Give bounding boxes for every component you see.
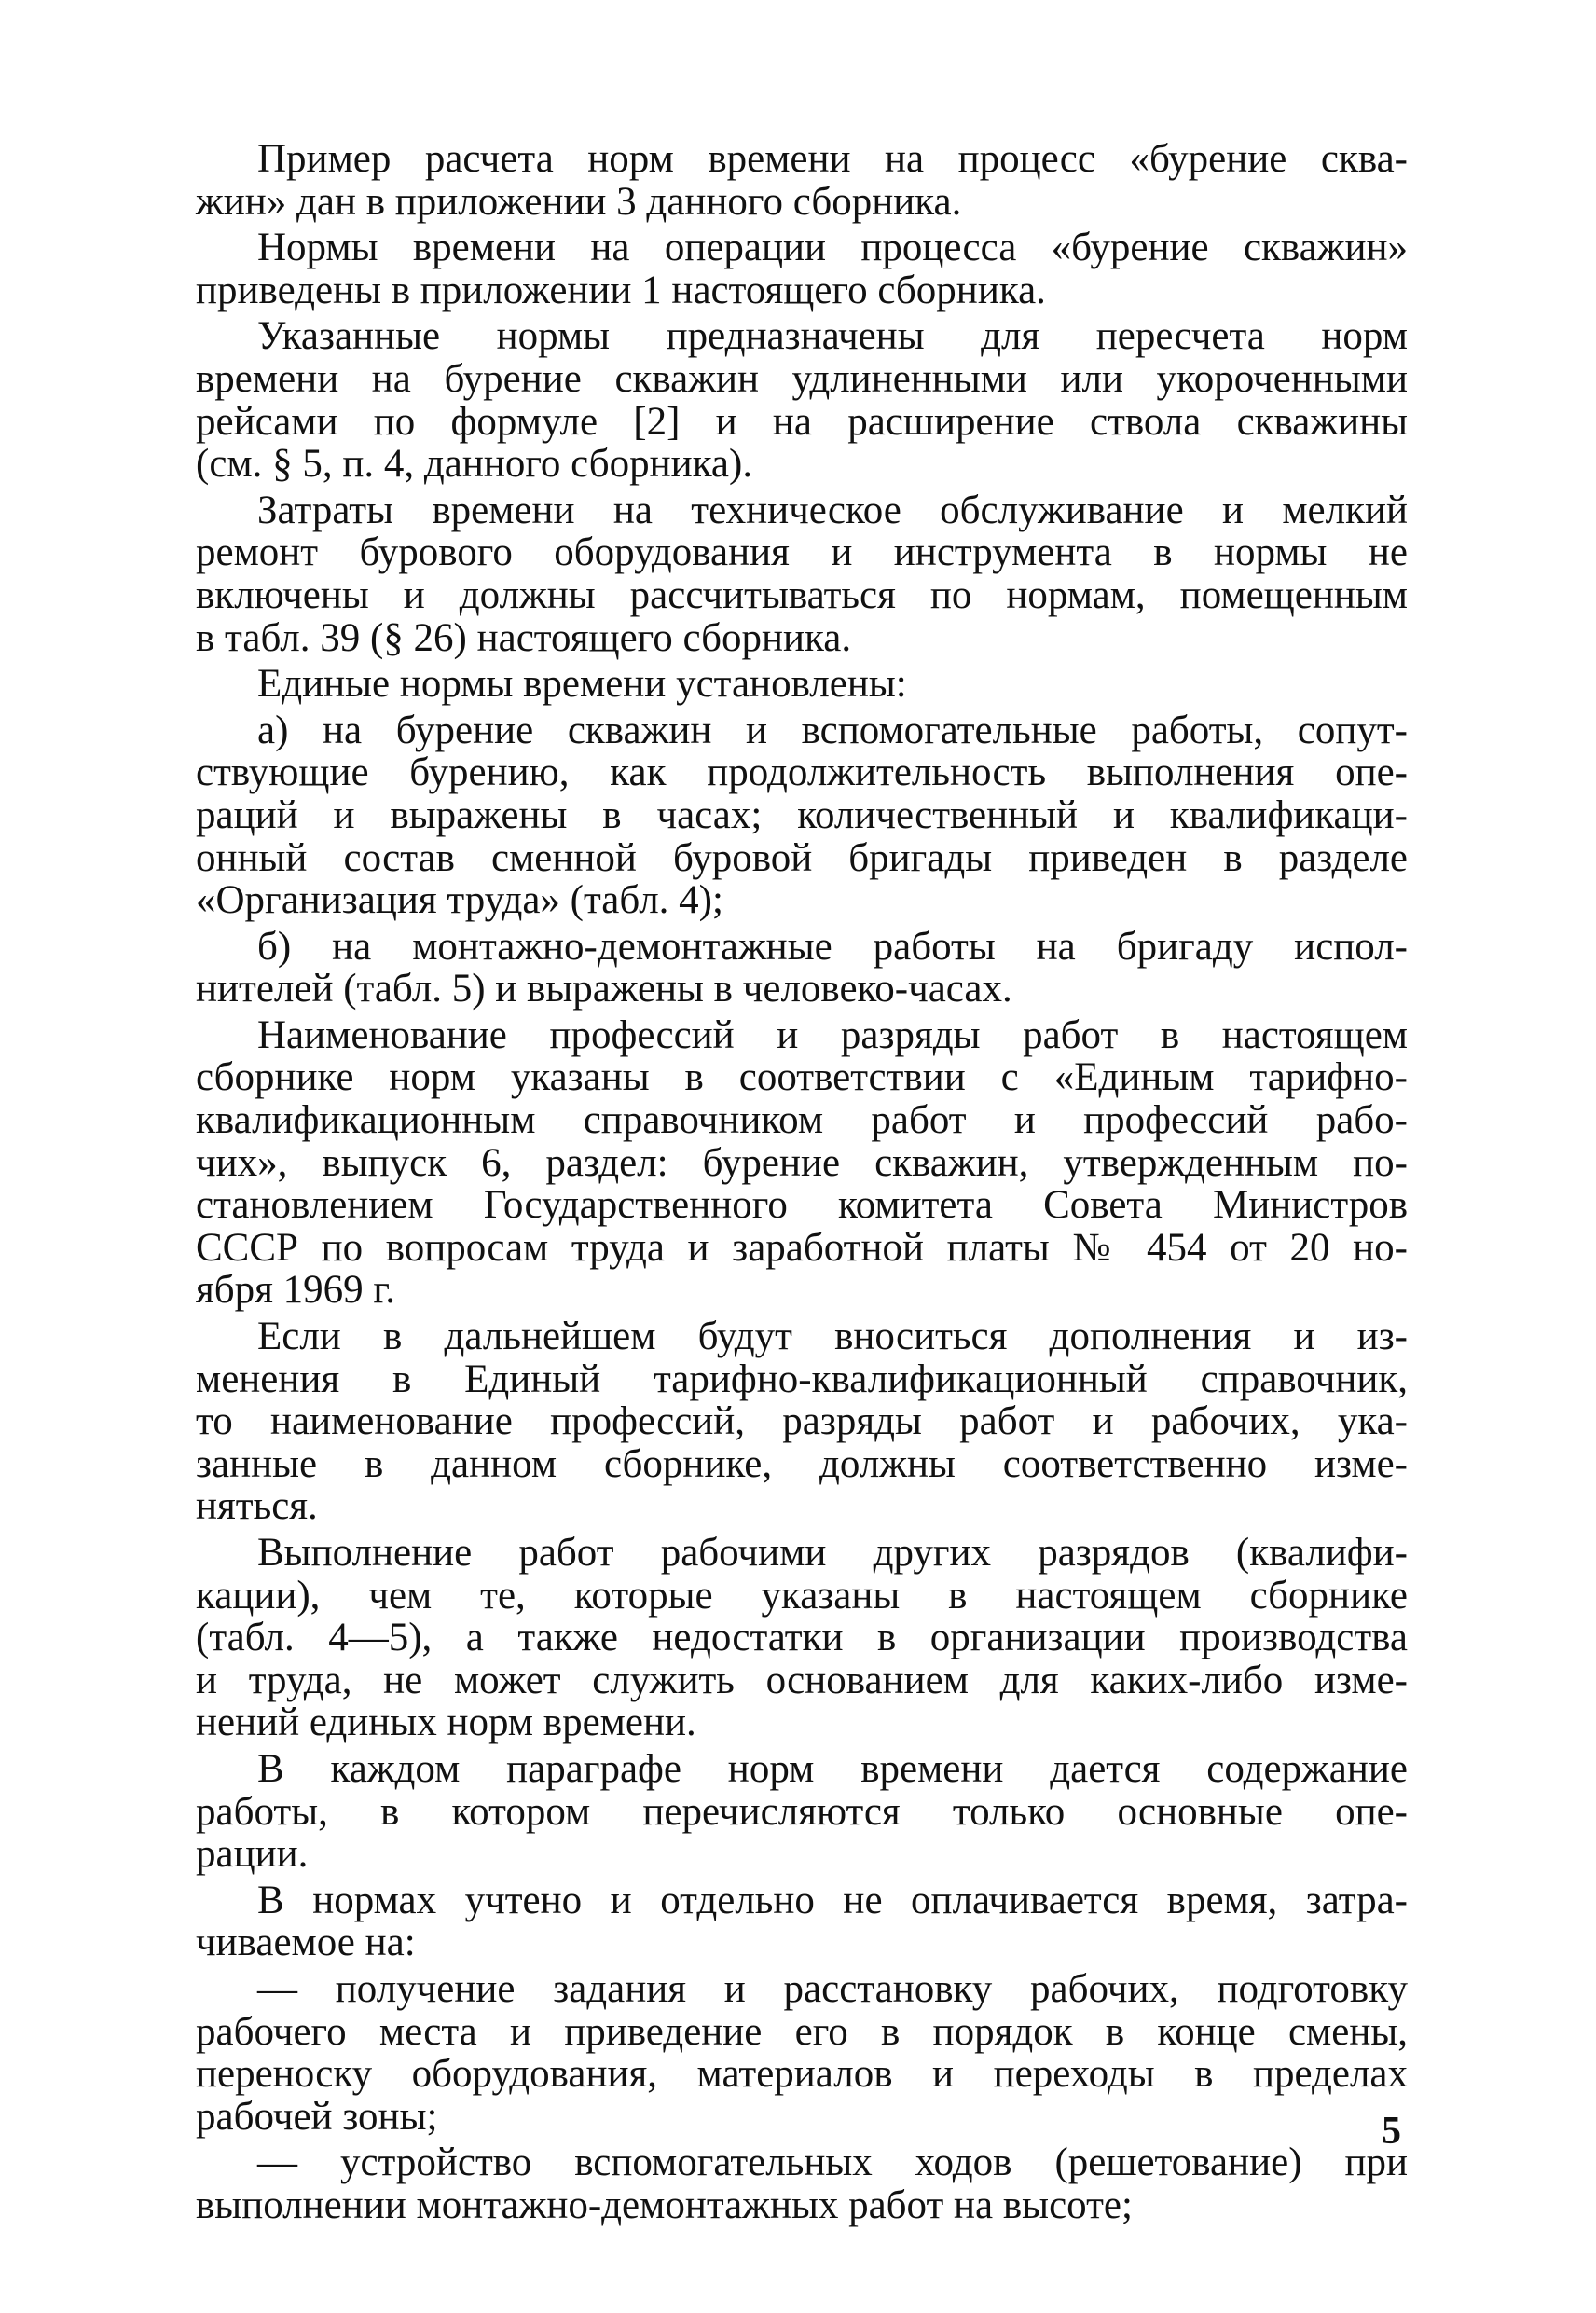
text-line: переноску оборудования, материалов и переходы в пределах xyxy=(196,2052,1408,2097)
text-line: приведены в приложении 1 настоящего сборника. xyxy=(196,268,1046,312)
text-line: жин» дан в приложении 3 данного сборника. xyxy=(196,179,962,224)
text-line: Единые нормы времени установлены: xyxy=(257,662,907,707)
paragraph xyxy=(196,1532,1408,1744)
text-line: ствующие бурению, как продолжительность выполнения опе- xyxy=(196,750,1408,795)
paragraph xyxy=(196,663,1408,706)
paragraph xyxy=(196,227,1408,311)
text-line: занные в данном сборнике, должны соответственно изме- xyxy=(196,1441,1408,1486)
text-line: менения в Единый тарифно-квалификационный справочник, xyxy=(196,1356,1408,1401)
text-line: а) на бурение скважин и вспомогательные работы, сопут- xyxy=(257,708,1408,752)
text-line: «Организация труда» (табл. 4); xyxy=(196,878,723,923)
text-line: раций и выражены в часах; количественный и квалификаци- xyxy=(196,792,1408,837)
text-line: — получение задания и расстановку рабочих, подготовку xyxy=(257,1966,1408,2011)
text-line: — устройство вспомогательных ходов (решетование) при xyxy=(257,2141,1408,2185)
text-line: рейсами по формуле [2] и на расширение ствола скважины xyxy=(196,399,1408,444)
paragraph xyxy=(196,138,1408,223)
page-number: 5 xyxy=(1382,2110,1401,2153)
paragraph xyxy=(196,315,1408,485)
text-line: чиваемое на: xyxy=(196,1921,416,1965)
text-line: няться. xyxy=(196,1484,318,1529)
text-line: ября 1969 г. xyxy=(196,1268,395,1313)
paragraph xyxy=(196,1879,1408,1964)
text-line: в табл. 39 (§ 26) настоящего сборника. xyxy=(196,615,852,660)
text-line: Указанные нормы предназначены для пересчета норм xyxy=(257,314,1408,359)
text-line: включены и должны рассчитываться по нормам, помещенным xyxy=(196,572,1408,617)
paragraph xyxy=(196,926,1408,1011)
text-line: рации. xyxy=(196,1832,309,1877)
text-line: квалификационным справочником работ и профессий рабо- xyxy=(196,1098,1408,1143)
text-line: ремонт бурового оборудования и инструмента в нормы не xyxy=(196,530,1408,575)
text-line: Наименование профессий и разряды работ в настоящем xyxy=(257,1012,1408,1057)
text-line: становлением Государственного комитета Совета Министров xyxy=(196,1183,1408,1228)
text-line: рабочего места и приведение его в порядок в конце смены, xyxy=(196,2009,1408,2054)
text-line: выполнении монтажно-демонтажных работ на высоте; xyxy=(196,2182,1133,2227)
text-line: сборнике норм указаны в соответствии с «Единым тарифно- xyxy=(196,1055,1408,1100)
text-line: В нормах учтено и отдельно не оплачивается время, затра- xyxy=(257,1878,1408,1922)
text-line: СССР по вопросам труда и заработной платы № 454 от 20 но- xyxy=(196,1225,1408,1270)
text-line: Выполнение работ рабочими других разрядов (квалифи- xyxy=(257,1531,1408,1575)
text-line: Затраты времени на техническое обслуживание и мелкий xyxy=(257,488,1408,532)
text-line: то наименование профессий, разряды работ и рабочих, ука- xyxy=(196,1399,1408,1444)
text-line: чих», выпуск 6, раздел: бурение скважин, утвержденным по- xyxy=(196,1140,1408,1185)
text-line: работы, в котором перечисляются только основные опе- xyxy=(196,1789,1408,1834)
text-line: (см. § 5, п. 4, данного сборника). xyxy=(196,442,753,487)
text-line: нителей (табл. 5) и выражены в человеко-часах. xyxy=(196,967,1012,1012)
paragraph xyxy=(196,1748,1408,1876)
text-line: Нормы времени на операции процесса «бурение скважин» xyxy=(257,226,1408,270)
paragraph xyxy=(196,1014,1408,1312)
paragraph xyxy=(196,1315,1408,1528)
text-line: б) на монтажно-демонтажные работы на бригаду испол- xyxy=(257,924,1408,969)
text-line: онный состав сменной буровой бригады приведен в разделе xyxy=(196,835,1408,880)
text-line: Если в дальнейшем будут вноситься дополнения и из- xyxy=(257,1315,1408,1359)
text-line: рабочей зоны; xyxy=(196,2094,438,2139)
paragraph xyxy=(196,709,1408,922)
text-line: В каждом параграфе норм времени дается содержание xyxy=(257,1746,1408,1791)
text-line: времени на бурение скважин удлиненными или укороченными xyxy=(196,356,1408,401)
text-line: Пример расчета норм времени на процесс «бурение сква- xyxy=(257,137,1408,181)
document-body xyxy=(196,138,1408,2231)
paragraph xyxy=(196,1968,1408,2138)
text-line: нений единых норм времени. xyxy=(196,1700,696,1745)
paragraph xyxy=(196,489,1408,659)
text-line: и труда, не может служить основанием для каких-либо изме- xyxy=(196,1658,1408,1702)
paragraph xyxy=(196,2141,1408,2226)
text-line: кации), чем те, которые указаны в настоящем сборнике xyxy=(196,1573,1408,1618)
text-line: (табл. 4—5), а также недостатки в организации производства xyxy=(196,1616,1408,1660)
